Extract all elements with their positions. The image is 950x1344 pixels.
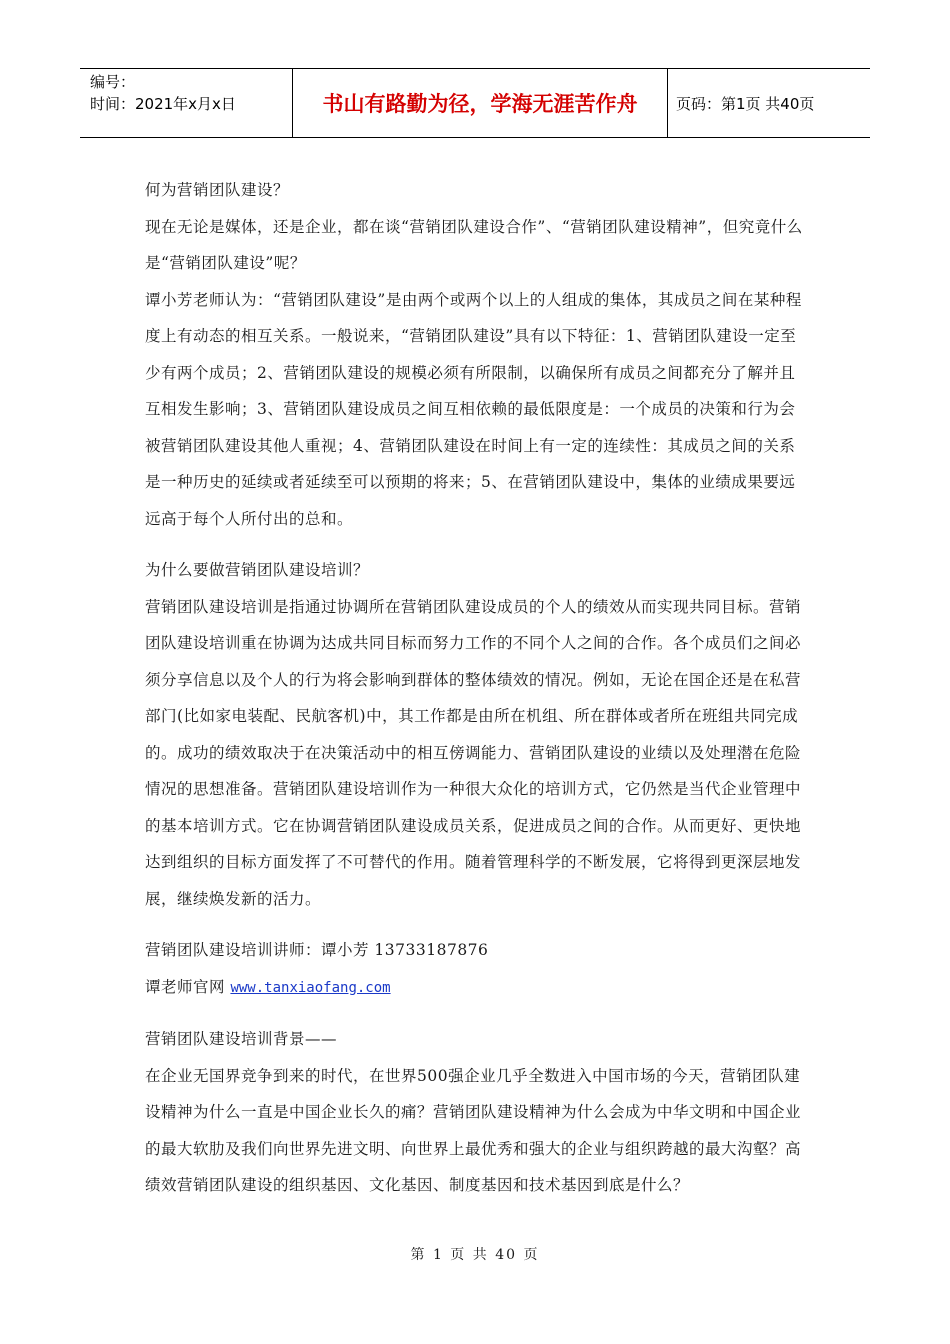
website-label: 谭老师官网 [145, 977, 231, 996]
header-motto: 书山有路勤为径，学海无涯苦作舟 [292, 69, 668, 137]
page-footer: 第 1 页 共 40 页 [410, 1247, 540, 1263]
number-label: 编号： [90, 73, 136, 91]
document-body [145, 172, 810, 1204]
header-meta [80, 69, 292, 137]
section-heading-why-training: 为什么要做营销团队建设培训？ [145, 561, 370, 579]
website-line [145, 969, 810, 1007]
trainer-contact: 营销团队建设培训讲师：谭小芳 13733187876 [145, 941, 489, 959]
section-heading-what-is: 何为营销团队建设？ [145, 181, 290, 199]
page-header [80, 68, 870, 138]
paragraph: 在企业无国界竞争到来的时代，在世界500强企业几乎全数进入中国市场的今天，营销团队建设精神为什么一直是中国企业长久的痛？营销团队建设精神为什么会成为中华文明和中国企业的最大软肋及我们向世界先进文明、向世界上最优秀和强大的企业与组织跨越的最大沟壑？高绩效营销团队建设的组织基因、文化基因、制度基因和技术基因到底是什么？ [145, 1066, 802, 1194]
time-label: 时间：2021年x月x日 [90, 95, 236, 113]
paragraph: 谭小芳老师认为：“营销团队建设”是由两个或两个以上的人组成的集体，其成员之间在某种程度上有动态的相互关系。一般说来，“营销团队建设”具有以下特征：1、营销团队建设一定至少有两个成员；2、营销团队建设的规模必须有所限制，以确保所有成员之间都充分了解并且互相发生影响；3、营销团队建设成员之间互相依赖的最低限度是：一个成员的决策和行为会被营销团队建设其他人重视；4、营销团队建设在时间上有一定的连续性：其成员之间的关系是一种历史的延续或者延续至可以预期的将来；5、在营销团队建设中，集体的业绩成果要远远高于每个人所付出的总和。 [145, 290, 802, 528]
header-page-info: 页码：第1页 共40页 [676, 94, 815, 113]
paragraph: 现在无论是媒体，还是企业，都在谈“营销团队建设合作”、“营销团队建设精神”，但究竟什么是“营销团队建设”呢？ [145, 217, 803, 272]
website-link[interactable]: www.tanxiaofang.com [230, 979, 391, 996]
section-heading-background: 营销团队建设培训背景—— [145, 1030, 338, 1048]
paragraph: 营销团队建设培训是指通过协调所在营销团队建设成员的个人的绩效从而实现共同目标。营销团队建设培训重在协调为达成共同目标而努力工作的不同个人之间的合作。各个成员们之间必须分享信息以及个人的行为将会影响到群体的整体绩效的情况。例如，无论在国企还是在私营部门(比如家电装配、民航客机)中，其工作都是由所在机组、所在群体或者所在班组共同完成的。成功的绩效取决于在决策活动中的相互傍调能力、营销团队建设的业绩以及处理潜在危险情况的思想准备。营销团队建设培训作为一种很大众化的培训方式，它仍然是当代企业管理中的基本培训方式。它在协调营销团队建设成员关系，促进成员之间的合作。从而更好、更快地达到组织的目标方面发挥了不可替代的作用。随着管理科学的不断发展，它将得到更深层地发展，继续焕发新的活力。 [145, 597, 802, 908]
